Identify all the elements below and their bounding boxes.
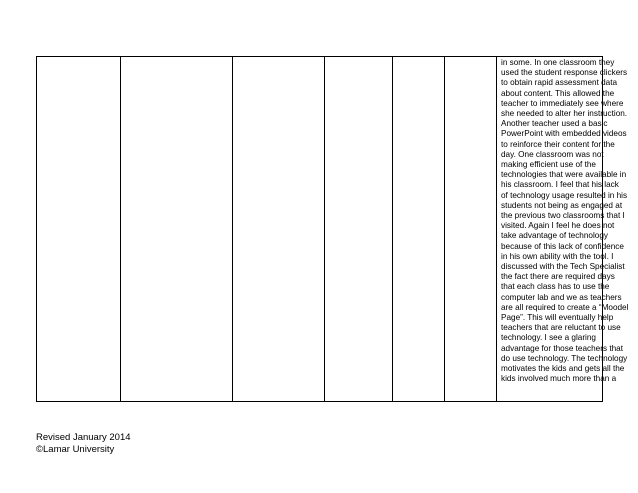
table-cell-5 [393,57,445,402]
notes-line: motivates the kids and gets all the [501,364,625,374]
notes-line: about content. This allowed the [501,88,615,98]
notes-line: day. One classroom was not [501,149,604,159]
page-footer [36,432,131,456]
notes-line: technologies that were available in [501,170,627,180]
revision-date: Revised January 2014 [36,432,131,443]
notes-line: used the student response clickers [501,68,628,78]
copyright-notice: ©Lamar University [36,444,115,455]
notes-line: are all required to create a “Moodel [501,302,629,312]
notes-line: she needed to alter her instruction. [501,109,628,119]
notes-line: in his own ability with the tool. I [501,251,614,261]
notes-line: students not being as engaged at [501,200,623,210]
notes-line: the fact there are required days [501,272,615,282]
table-cell-3 [233,57,325,402]
notes-line: that each class has to use the [501,282,610,292]
notes-line: take advantage of technology [501,231,608,241]
table-cell-1 [37,57,121,402]
notes-line: advantage for those teachers that [501,343,623,353]
notes-line: the previous two classrooms that I [501,211,625,221]
notes-line: because of this lack of confidence [501,241,624,251]
notes-line: Another teacher used a basic [501,119,608,129]
reflection-notes-cell [497,57,629,402]
notes-line: PowerPoint with embedded videos [501,129,627,139]
table-row [37,57,603,402]
table-cell-4 [325,57,393,402]
activity-log-table [36,56,629,402]
notes-line: to obtain rapid assessment data [501,78,618,88]
notes-line: teachers that are reluctant to use [501,323,621,333]
notes-line: teacher to immediately see where [501,98,624,108]
notes-line: making efficient use of the [501,160,596,170]
notes-line: in some. In one classroom they [501,58,615,67]
notes-line: do use technology. The technology [501,353,628,363]
notes-line: Page”. This will eventually help [501,313,614,323]
notes-line: kids involved much more than a [501,374,617,384]
table-cell-6 [445,57,497,402]
notes-line: visited. Again I feel he does not [501,221,615,231]
notes-line: technology. I see a glaring [501,333,596,343]
reflection-notes-text [501,58,629,385]
table-cell-2 [121,57,233,402]
notes-line: computer lab and we as teachers [501,292,622,302]
notes-line: his classroom. I feel that his lack [501,180,619,190]
notes-line: to reinforce their content for the [501,139,615,149]
notes-line: discussed with the Tech Specialist [501,262,625,272]
notes-line: of technology usage resulted in his [501,190,628,200]
